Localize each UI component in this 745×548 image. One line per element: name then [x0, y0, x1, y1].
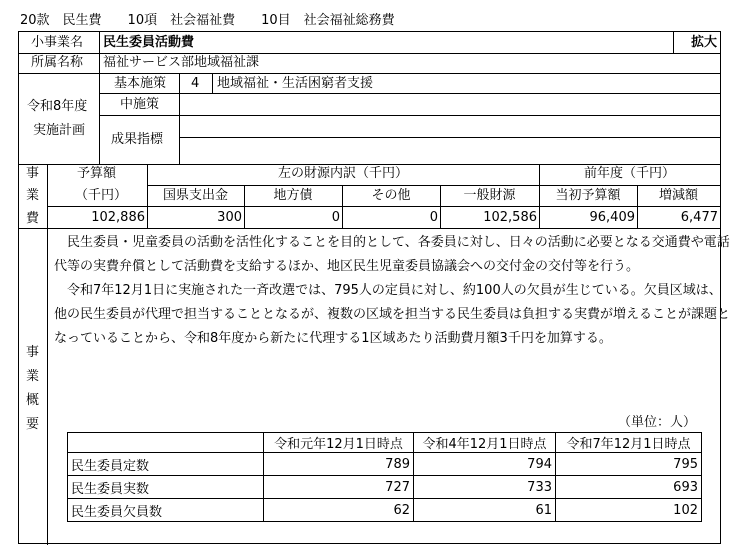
table-cell: 102	[556, 499, 702, 522]
basic-policy-label: 基本施策	[114, 76, 167, 91]
basic-policy-number: 4	[191, 76, 200, 91]
table-row	[68, 476, 702, 499]
table-cell: 733	[414, 476, 556, 499]
table-header-cell: 令和元年12月1日時点	[264, 433, 414, 453]
row-label: 民生委員欠員数	[68, 499, 264, 522]
table-cell: 61	[414, 499, 556, 522]
funding-col-national: 国県支出金	[162, 188, 228, 203]
table-cell: 789	[264, 453, 414, 476]
summary-side-label-4: 要	[26, 417, 40, 432]
indicator-label: 成果指標	[111, 132, 164, 147]
table-cell: 62	[264, 499, 414, 522]
row-label: 民生委員実数	[68, 476, 264, 499]
table-cell: 794	[414, 453, 556, 476]
change-value: 6,477	[680, 210, 718, 225]
table-header-cell: 令和7年12月1日時点	[556, 433, 702, 453]
other-value: 0	[429, 210, 438, 225]
table-cell: 727	[264, 476, 414, 499]
cost-side-label-2: 業	[26, 188, 40, 203]
summary-side-label-2: 業	[26, 369, 40, 384]
summary-side-label-1: 事	[26, 345, 40, 360]
expansion-badge: 拡大	[691, 35, 718, 50]
summary-side-label-3: 概	[26, 393, 40, 408]
table-header-cell: 令和4年12月1日時点	[414, 433, 556, 453]
local-bond-value: 0	[331, 210, 340, 225]
budget-label: 予算額	[77, 166, 117, 181]
prev-year-header: 前年度（千円）	[583, 166, 675, 181]
table-header-cell	[68, 433, 264, 453]
section-header: 20款 民生費 10項 社会福祉費 10目 社会福祉総務費	[20, 13, 395, 28]
funding-col-general: 一般財源	[463, 188, 516, 203]
table-cell: 693	[556, 476, 702, 499]
budget-value: 102,886	[91, 210, 145, 225]
summary-paragraph-2: 令和7年12月1日に実施された一斉改選では、795人の定員に対し、約100人の欠員が生じている。欠員区域は、他の民生委員が代理で担当することとなるが、複数の区域を担当する民生委員は負担する実費が増えることが課題となっていることから、令和8年度から新たに代理する1区域あたり活動費月額3千円を加算する。	[54, 283, 731, 346]
basic-policy-value: 地域福祉・生活困窮者支援	[217, 76, 374, 91]
prev-initial-value: 96,409	[589, 210, 635, 225]
row-label: 民生委員定数	[68, 453, 264, 476]
cost-side-label-3: 費	[26, 211, 40, 226]
department-label: 所属名称	[31, 55, 84, 70]
national-pref-value: 300	[217, 210, 242, 225]
table-header-row	[68, 433, 702, 453]
general-value: 102,586	[483, 210, 537, 225]
table-unit: （単位：人）	[618, 415, 697, 430]
project-name: 民生委員活動費	[103, 35, 195, 50]
table-cell: 795	[556, 453, 702, 476]
plan-label-year: 令和8年度	[27, 99, 88, 114]
budget-unit-label: （千円）	[75, 188, 128, 203]
summary-paragraph-1: 民生委員・児童委員の活動を活性化することを目的として、各委員に対し、日々の活動に必要となる交通費や電話代等の実費弁償として活動費を支給するほか、地区民生児童委員協議会への交付金の交付等を行う。	[54, 235, 730, 274]
table-row	[68, 453, 702, 476]
commissioner-table	[67, 432, 702, 522]
funding-header: 左の財源内訳（千円）	[277, 166, 408, 181]
project-name-label: 小事業名	[31, 35, 84, 50]
prev-col-change: 増減額	[658, 188, 698, 203]
cost-side-label-1: 事	[26, 166, 40, 181]
table-row	[68, 499, 702, 522]
funding-col-other: その他	[371, 188, 411, 203]
department-name: 福祉サービス部地域福祉課	[103, 55, 260, 70]
funding-col-bond: 地方債	[273, 188, 313, 203]
mid-policy-label: 中施策	[120, 97, 160, 112]
prev-col-initial: 当初予算額	[555, 188, 621, 203]
summary-text	[54, 231, 734, 351]
plan-label-title: 実施計画	[33, 123, 86, 138]
